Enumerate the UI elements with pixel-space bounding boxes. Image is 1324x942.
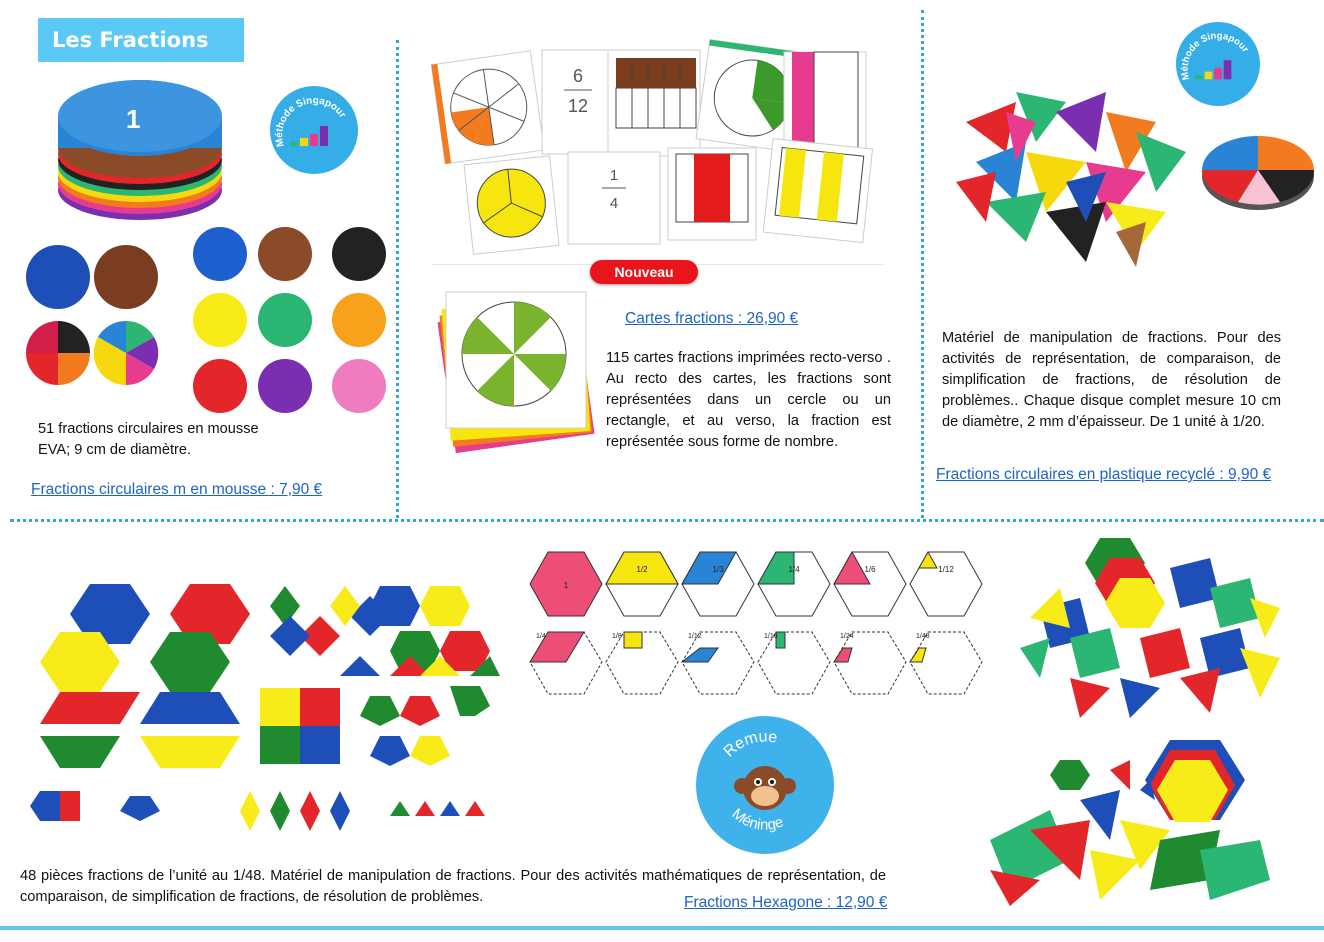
hexagon-fractions-diagram bbox=[528, 548, 988, 698]
hex-fraction-label: 1/3 bbox=[712, 565, 724, 574]
monkey-icon bbox=[696, 716, 834, 854]
svg-text:12: 12 bbox=[567, 96, 589, 116]
singapore-logo bbox=[270, 86, 358, 174]
svg-text:Remue: Remue bbox=[720, 728, 779, 761]
plastic-fractions-pile-image bbox=[946, 72, 1196, 272]
singapore-logo-text bbox=[270, 86, 358, 174]
hex-fraction-label: 1/6 bbox=[864, 565, 876, 574]
hex-fraction-label: 1 bbox=[563, 581, 569, 590]
hex-fraction-label-row2: 1/16 bbox=[764, 633, 778, 640]
hex-fraction-label-row2: 1/8 bbox=[612, 633, 622, 640]
mousse-stack-image bbox=[50, 78, 230, 228]
svg-text:4: 4 bbox=[609, 195, 619, 212]
hexagon-description: 48 pièces fractions de l’unité au 1/48. Matériel de manipulation de fractions. Pour des activités mathématiques de représentation, de comparaison, de simplification de fractions, de résolution de problèmes. bbox=[20, 868, 886, 905]
cards-price-link[interactable]: Cartes fractions : 26,90 € bbox=[625, 310, 799, 327]
footer-rule bbox=[0, 926, 1324, 930]
hex-fraction-label: 1/2 bbox=[636, 565, 648, 574]
fraction-cards-image bbox=[432, 40, 884, 250]
stack-label: 1 bbox=[126, 104, 141, 134]
column-divider-1 bbox=[396, 40, 399, 518]
hex-fraction-label-row2: 1/4 bbox=[536, 633, 546, 640]
plastic-price-link[interactable]: Fractions circulaires en plastique recyclé : 9,90 € bbox=[936, 466, 1272, 483]
svg-text:1: 1 bbox=[609, 167, 619, 184]
hex-fraction-label-row2: 1/12 bbox=[688, 633, 702, 640]
hexagon-pieces-image bbox=[20, 566, 500, 834]
hexagon-price-link[interactable]: Fractions Hexagone : 12,90 € bbox=[684, 894, 888, 911]
plastic-description: Matériel de manipulation de fractions. Pour des activités de représentation, de comparaison, de simplification de fractions, de résolution de problèmes.. Chaque disque complet mesure 10 cm de diamètre, 2 mm d’épaisseur. De 1 unité à 1/20. bbox=[942, 330, 1281, 430]
fraction-cards-stack-image bbox=[432, 282, 592, 452]
pattern-blocks-image-1 bbox=[1010, 528, 1290, 724]
svg-text:Méthode Singapour: Méthode Singapour bbox=[274, 95, 348, 148]
mousse-price-link[interactable]: Fractions circulaires m en mousse : 7,90 € bbox=[31, 481, 323, 498]
pattern-blocks-image-2 bbox=[970, 730, 1280, 906]
hex-fraction-label-row2: 1/48 bbox=[916, 633, 930, 640]
column-divider-2 bbox=[921, 10, 924, 518]
mousse-description: 51 fractions circulaires en mousse EVA; 9 cm de diamètre. bbox=[38, 421, 259, 458]
remue-meninge-logo bbox=[696, 716, 834, 854]
cards-description: 115 cartes fractions imprimées recto-verso . Au recto des cartes, les fractions sont représentées dans un cercle ou un rectangle, et au verso, la fraction est représentée sous forme de nombre. bbox=[606, 350, 891, 450]
hex-fraction-label: 1/4 bbox=[788, 565, 800, 574]
svg-text:Méthode Singapour: Méthode Singapour bbox=[1179, 30, 1251, 82]
svg-text:Méninge: Méninge bbox=[728, 805, 786, 834]
page-title: Les Fractions bbox=[38, 18, 244, 62]
svg-text:6: 6 bbox=[572, 66, 584, 86]
new-badge: Nouveau bbox=[590, 260, 698, 284]
hex-fraction-label: 1/12 bbox=[938, 565, 954, 574]
section-divider bbox=[10, 519, 1324, 522]
hex-fraction-label-row2: 1/24 bbox=[840, 633, 854, 640]
plastic-fraction-disc-image bbox=[1198, 126, 1318, 212]
mousse-pieces-image bbox=[26, 226, 396, 416]
